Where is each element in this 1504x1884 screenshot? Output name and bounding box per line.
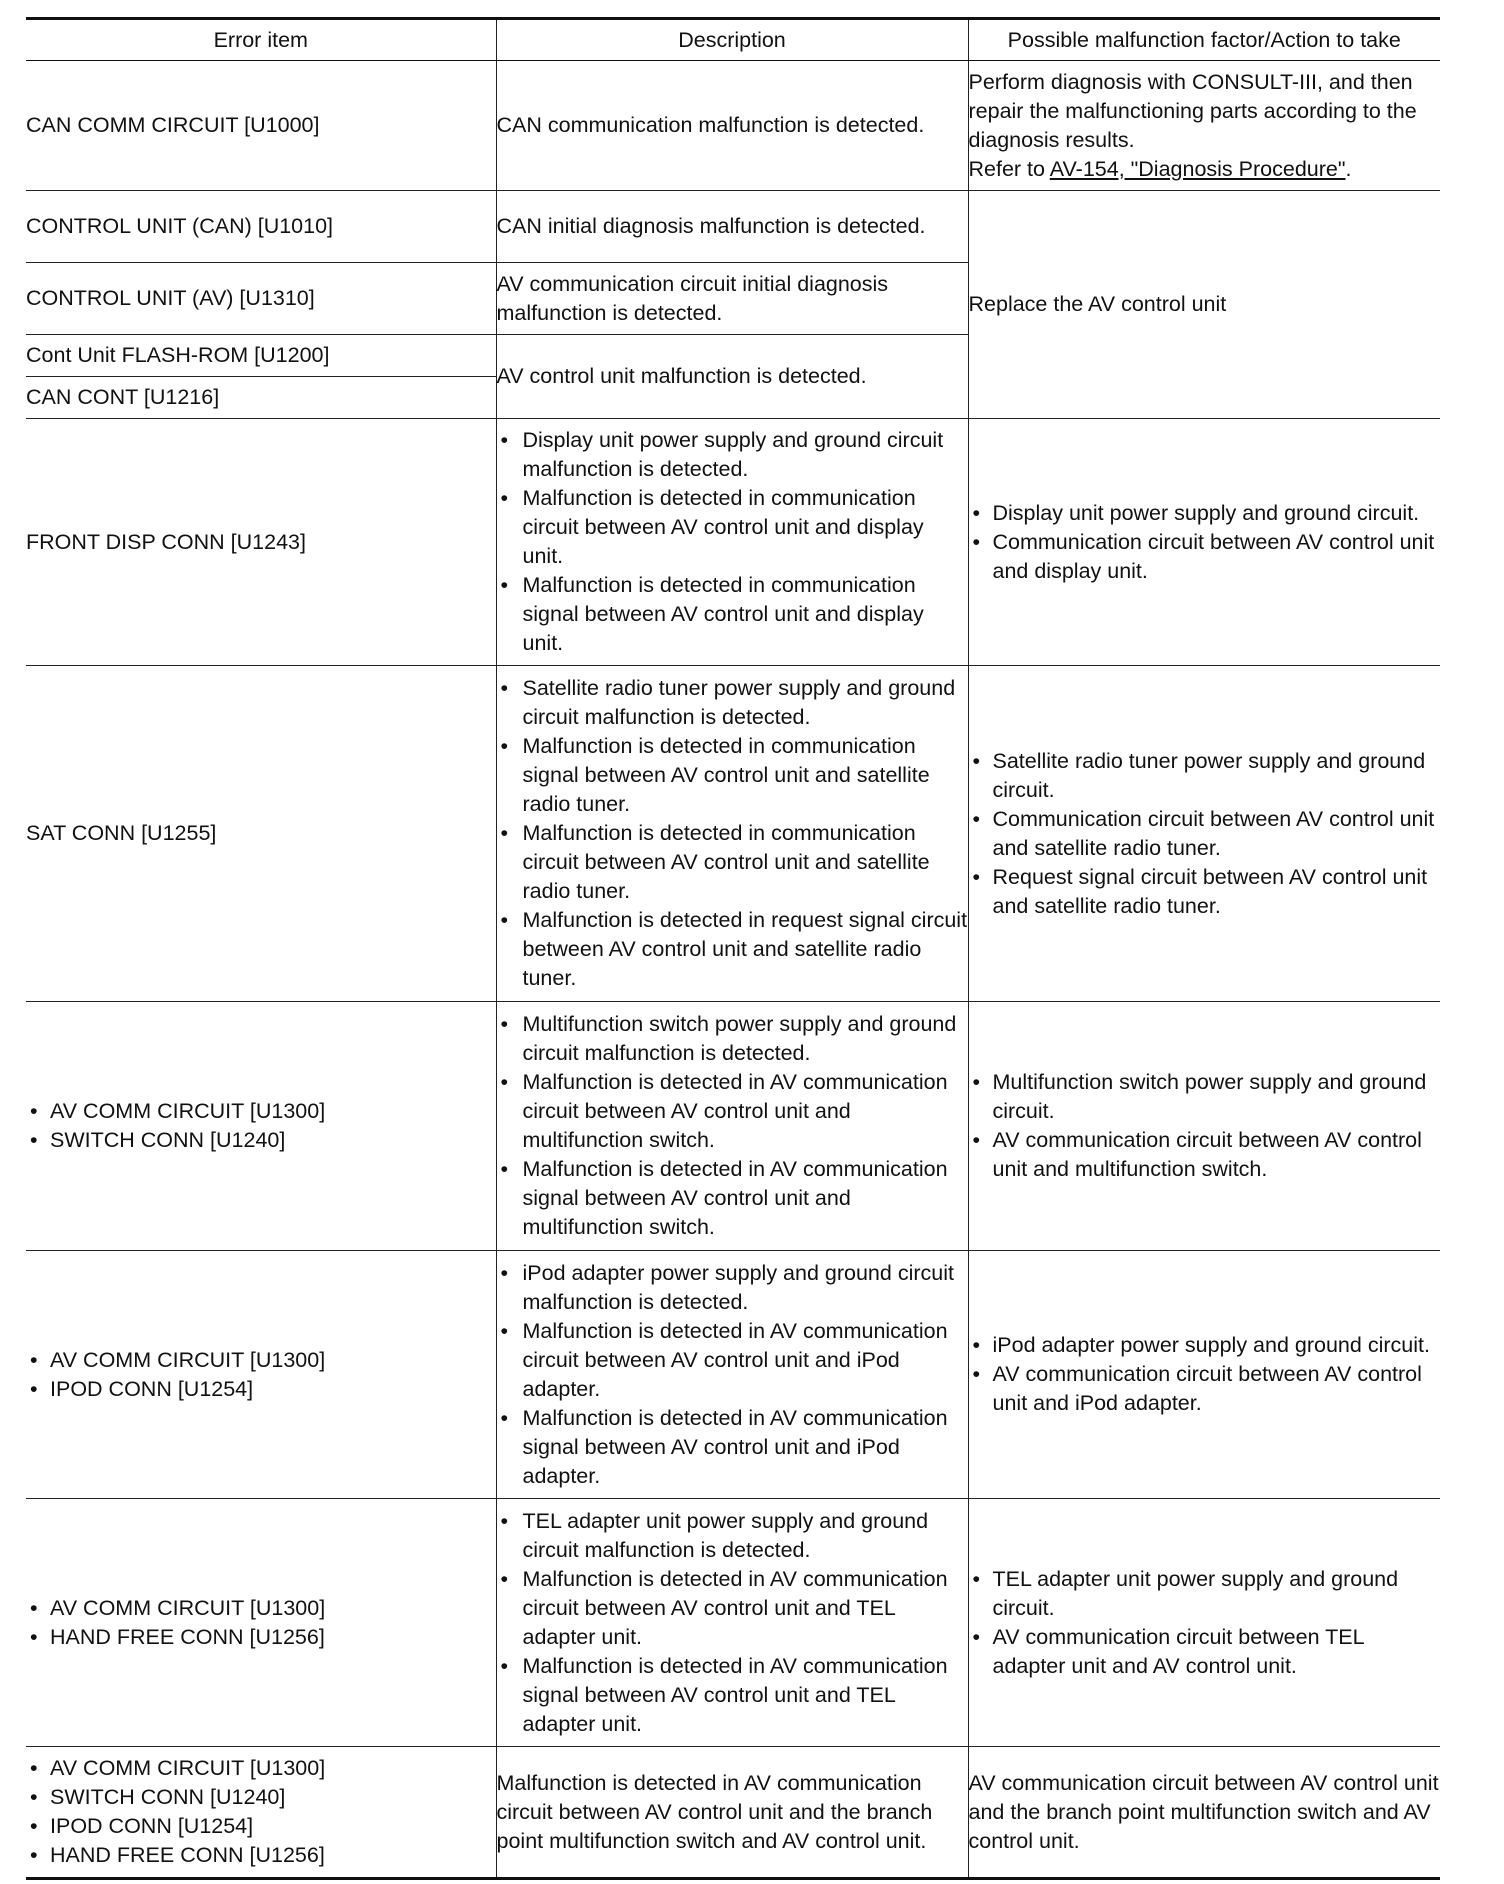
list-item: • TEL adapter unit power supply and ground circuit malfunction is detected.: [497, 1507, 968, 1565]
error-item: FRONT DISP CONN [U1243]: [26, 419, 496, 666]
list-item: • Malfunction is detected in communication signal between AV control unit and display unit.: [497, 571, 968, 658]
list-item: • IPOD CONN [U1254]: [26, 1812, 496, 1841]
header-error-item: Error item: [26, 19, 496, 61]
header-action: Possible malfunction factor/Action to take: [968, 19, 1440, 61]
list-item: • Malfunction is detected in communication circuit between AV control unit and satellite radio tuner.: [497, 819, 968, 906]
error-item: [26, 1747, 496, 1879]
table-row: [26, 666, 1440, 1002]
list-item: • Multifunction switch power supply and ground circuit malfunction is detected.: [497, 1010, 968, 1068]
list-item: • Satellite radio tuner power supply and ground circuit malfunction is detected.: [497, 674, 968, 732]
description: CAN communication malfunction is detected.: [496, 61, 968, 191]
list-item: • AV communication circuit between AV control unit and iPod adapter.: [969, 1360, 1441, 1418]
list-item: • Malfunction is detected in AV communication circuit between AV control unit and multifunction switch.: [497, 1068, 968, 1155]
list-item: • Display unit power supply and ground circuit.: [969, 499, 1441, 528]
table-row: [26, 61, 1440, 191]
list-item: • Malfunction is detected in AV communication signal between AV control unit and multifunction switch.: [497, 1155, 968, 1242]
table-row: [26, 191, 1440, 263]
error-item: Cont Unit FLASH-ROM [U1200]: [26, 335, 496, 377]
description: CAN initial diagnosis malfunction is detected.: [496, 191, 968, 263]
list-item: • AV COMM CIRCUIT [U1300]: [26, 1097, 496, 1126]
list-item: • Satellite radio tuner power supply and ground circuit.: [969, 747, 1441, 805]
list-item: • AV communication circuit between TEL adapter unit and AV control unit.: [969, 1623, 1441, 1681]
list-item: • Communication circuit between AV control unit and satellite radio tuner.: [969, 805, 1441, 863]
table-row: [26, 1747, 1440, 1879]
action-replace-av-control-unit: Replace the AV control unit: [968, 191, 1440, 419]
error-item: [26, 1499, 496, 1747]
list-item: • Communication circuit between AV control unit and display unit.: [969, 528, 1441, 586]
action: Perform diagnosis with CONSULT-III, and then repair the malfunctioning parts according to the diagnosis results. Refer to AV-154, "Diagnosis Procedure".: [968, 61, 1440, 191]
list-item: • AV COMM CIRCUIT [U1300]: [26, 1754, 496, 1783]
error-item: CONTROL UNIT (CAN) [U1010]: [26, 191, 496, 263]
list-item: • Malfunction is detected in AV communication signal between AV control unit and iPod adapter.: [497, 1404, 968, 1491]
error-table: [26, 17, 1440, 1880]
error-item: SAT CONN [U1255]: [26, 666, 496, 1002]
description: [496, 419, 968, 666]
header-description: Description: [496, 19, 968, 61]
table-row: [26, 1251, 1440, 1499]
table-row: [26, 1499, 1440, 1747]
list-item: • Multifunction switch power supply and ground circuit.: [969, 1068, 1441, 1126]
error-item: CAN CONT [U1216]: [26, 377, 496, 419]
list-item: • Display unit power supply and ground circuit malfunction is detected.: [497, 426, 968, 484]
list-item: • Malfunction is detected in AV communication circuit between AV control unit and iPod adapter.: [497, 1317, 968, 1404]
list-item: • IPOD CONN [U1254]: [26, 1375, 496, 1404]
list-item: • AV COMM CIRCUIT [U1300]: [26, 1594, 496, 1623]
list-item: • HAND FREE CONN [U1256]: [26, 1623, 496, 1652]
table-row: [26, 419, 1440, 666]
list-item: • Malfunction is detected in communication circuit between AV control unit and display unit.: [497, 484, 968, 571]
list-item: • Malfunction is detected in AV communication circuit between AV control unit and TEL adapter unit.: [497, 1565, 968, 1652]
action: [968, 1499, 1440, 1747]
description: [496, 1002, 968, 1251]
description: [496, 1499, 968, 1747]
error-item: [26, 1002, 496, 1251]
error-item: CONTROL UNIT (AV) [U1310]: [26, 263, 496, 335]
action: AV communication circuit between AV control unit and the branch point multifunction switch and AV control unit.: [968, 1747, 1440, 1879]
description: Malfunction is detected in AV communication circuit between AV control unit and the branch point multifunction switch and AV control unit.: [496, 1747, 968, 1879]
list-item: • SWITCH CONN [U1240]: [26, 1126, 496, 1155]
table-row: [26, 1002, 1440, 1251]
header-row: [26, 19, 1440, 61]
list-item: • Malfunction is detected in communication signal between AV control unit and satellite radio tuner.: [497, 732, 968, 819]
list-item: • TEL adapter unit power supply and ground circuit.: [969, 1565, 1441, 1623]
list-item: • Malfunction is detected in request signal circuit between AV control unit and satellite radio tuner.: [497, 906, 968, 993]
list-item: • iPod adapter power supply and ground circuit malfunction is detected.: [497, 1259, 968, 1317]
action: [968, 419, 1440, 666]
error-item: CAN COMM CIRCUIT [U1000]: [26, 61, 496, 191]
error-item: [26, 1251, 496, 1499]
description: AV communication circuit initial diagnosis malfunction is detected.: [496, 263, 968, 335]
description-av-control-unit: AV control unit malfunction is detected.: [496, 335, 968, 419]
list-item: • AV COMM CIRCUIT [U1300]: [26, 1346, 496, 1375]
action: [968, 1002, 1440, 1251]
list-item: • Malfunction is detected in AV communication signal between AV control unit and TEL adapter unit.: [497, 1652, 968, 1739]
list-item: • HAND FREE CONN [U1256]: [26, 1841, 496, 1870]
description: [496, 1251, 968, 1499]
description: [496, 666, 968, 1002]
list-item: • SWITCH CONN [U1240]: [26, 1783, 496, 1812]
list-item: • iPod adapter power supply and ground circuit.: [969, 1331, 1441, 1360]
action: [968, 1251, 1440, 1499]
action: [968, 666, 1440, 1002]
diagnosis-procedure-link[interactable]: AV-154, "Diagnosis Procedure": [1049, 156, 1346, 181]
list-item: • Request signal circuit between AV control unit and satellite radio tuner.: [969, 863, 1441, 921]
list-item: • AV communication circuit between AV control unit and multifunction switch.: [969, 1126, 1441, 1184]
